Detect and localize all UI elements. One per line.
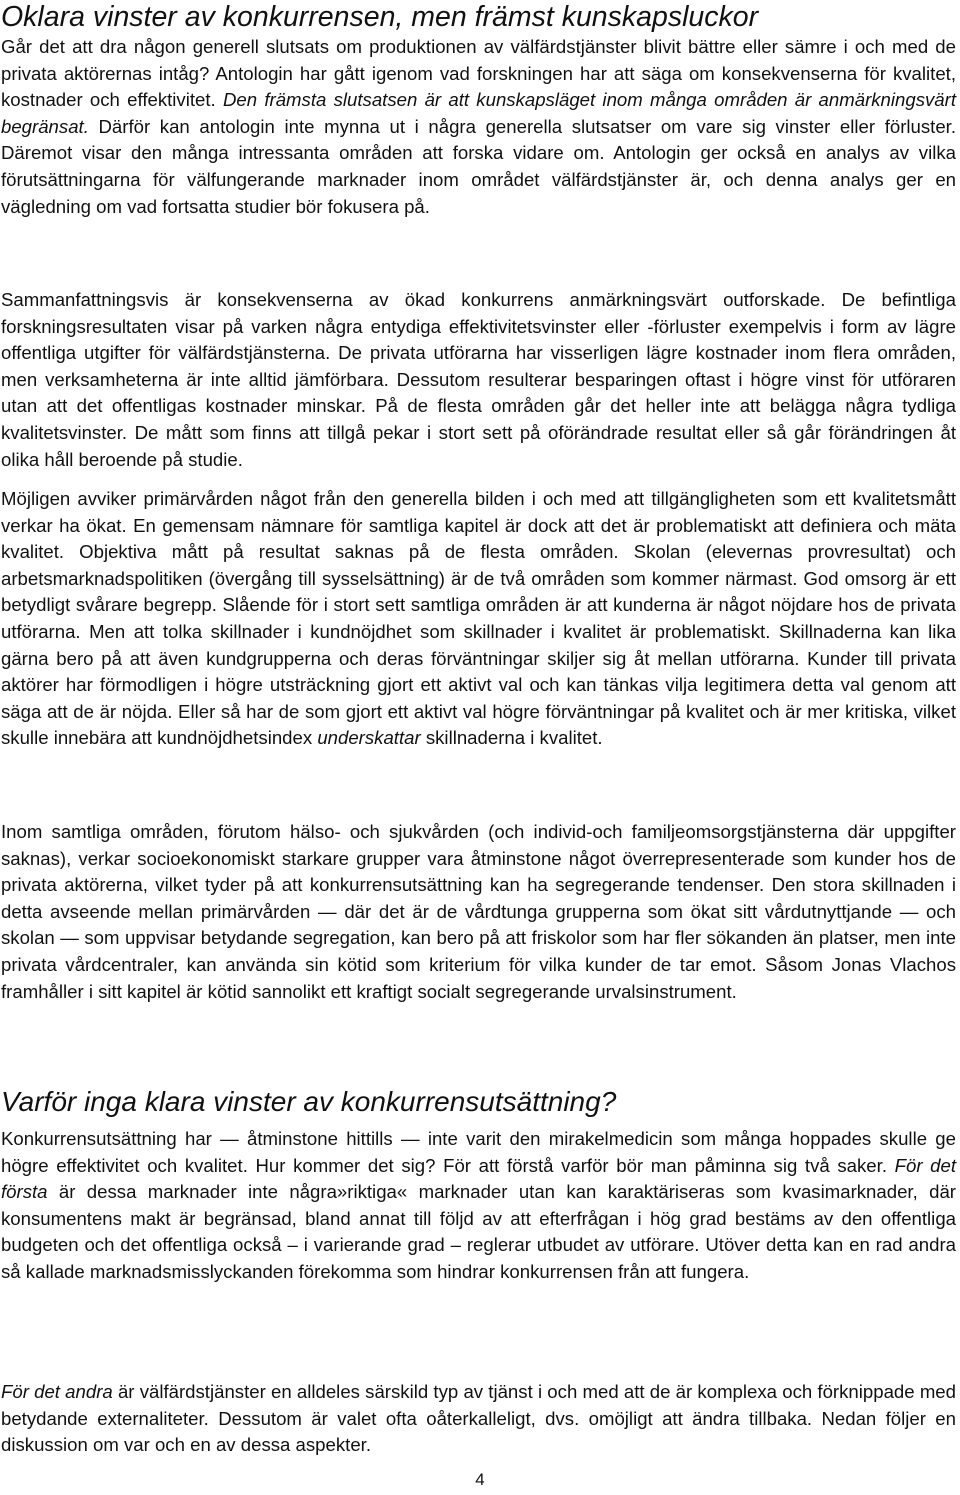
main-heading: Oklara vinster av konkurrensen, men främst kunskapsluckor xyxy=(1,1,759,33)
page-number: 4 xyxy=(475,1470,485,1489)
paragraph-1-sentence-b: Därför kan antologin inte mynna ut i några generella slutsatser om vare sig vinster eller förluster. Däremot visar den många intressanta områden att forska vidare om. Antologin ger också en analys av vilka förutsättningarna för välfungerande marknader inom området välfärdstjänster är, och denna analys ger en vägledning om vad fortsatta studier bör fokusera på. xyxy=(1,115,956,217)
section-heading: Varför inga klara vinster av konkurrensutsättning? xyxy=(1,1086,617,1117)
paragraph-1-sentence-a: Går det att dra någon generell slutsats om produktionen av välfärdstjänster blivit bättre eller sämre i och med de privata aktörernas intåg? Antologin har gått igenom vad forskningen har att säga om konsekvenserna för kvalitet, kostnader och effektivitet. xyxy=(1,36,956,111)
paragraph-5-sentence-a: Konkurrensutsättning har — åtminstone hittills — inte varit den mirakelmedicin som många hoppades skulle ge högre effektivitet och kvalitet. Hur kommer det sig? För att förstå varför bör man påminna sig två saker. xyxy=(1,1128,956,1176)
paragraph-5 xyxy=(1,1126,956,1286)
paragraph-3 xyxy=(1,486,956,752)
paragraph-5-sentence-b: är dessa marknader inte några»riktiga« marknader utan kan karaktäriseras som kvasimarknader, där konsumentens makt är begränsad, bland annat till följd av att efterfrågan i hög grad bestäms av den offentliga budgeten och det offentliga också – i varierande grad – reglerar utbudet av utförare. Utöver detta kan en rad andra så kallade marknadsmisslyckanden förekomma som hindrar konkurrensen från att fungera. xyxy=(1,1181,956,1282)
paragraph-3-italic-word: underskattar xyxy=(317,727,421,749)
paragraph-5-italic-phrase: För det första xyxy=(1,1154,957,1203)
paragraph-6-italic-phrase: För det andra xyxy=(1,1381,113,1402)
paragraph-6 xyxy=(1,1379,956,1459)
paragraph-1 xyxy=(1,34,956,220)
paragraph-1-italic-conclusion: Den främsta slutsatsen är att kunskapsläget inom många områden är anmärkningsvärt begränsat. xyxy=(1,89,957,137)
paragraph-3-sentence-b: skillnaderna i kvalitet. xyxy=(420,727,603,749)
paragraph-6-sentence: är välfärdstjänster en alldeles särskild typ av tjänst i och med att de är komplexa och förknippade med betydande externaliteter. Dessutom är valet ofta oåterkalleligt, dvs. omöjligt att ändra tillbaka. Nedan följer en diskussion om var och en av dessa aspekter. xyxy=(1,1381,956,1456)
paragraph-2: Sammanfattningsvis är konsekvenserna av ökad konkurrens anmärkningsvärt outforskade. De befintliga forskningsresultaten visar på varken några entydiga effektivitetsvinster eller -förluster exempelvis i form av lägre offentliga utgifter för välfärdstjänsterna. De privata utförarna har visserligen lägre kostnader inom flera områden, men verksamheterna är inte alltid jämförbara. Dessutom resulterar besparingen oftast i högre vinst för utföraren utan att det offentligas kostnader minskar. På de flesta områden går det heller inte att belägga några tydliga kvalitetsvinster. De mått som finns att tillgå pekar i stort sett på oförändrade resultat eller så går förändringen åt olika håll beroende på studie. xyxy=(1,289,956,470)
paragraph-4: Inom samtliga områden, förutom hälso- och sjukvården (och individ-och familjeomsorgstjänsterna där uppgifter saknas), verkar socioekonomiskt starkare grupper vara åtminstone något överrepresenterade som kunder hos de privata aktörerna, vilket tyder på att konkurrensutsättning kan ha segregerande tendenser. Den stora skillnaden i detta avseende mellan primärvården — där det är de vårdtunga grupperna som ökat sitt vårdutnyttjande — och skolan — som uppvisar betydande segregation, kan bero på att friskolor som har fler sökanden än platser, men inte privata vårdcentraler, kan använda sin kötid som kriterium för vilka kunder de tar emot. Såsom Jonas Vlachos framhåller i sitt kapitel är kötid sannolikt ett kraftigt socialt segregerande urvalsinstrument. xyxy=(1,821,956,1002)
paragraph-3-sentence-a: Möjligen avviker primärvården något från den generella bilden i och med att tillgängligheten som ett kvalitetsmått verkar ha ökat. En gemensam nämnare för samtliga kapitel är dock att det är problematiskt att definiera och mäta kvalitet. Objektiva mått på resultat saknas på de flesta områden. Skolan (elevernas provresultat) och arbetsmarknadspolitiken (övergång till sysselsättning) är de två områden som kommer närmast. God omsorg är ett betydligt svårare begrepp. Slående för i stort sett samtliga områden är att kunderna är något nöjdare hos de privata utförarna. Men att tolka skillnader i kundnöjdhet som skillnader i kvalitet är problematiskt. Skillnaderna kan lika gärna bero på att även kundgrupperna och deras förväntningar skiljer sig åt mellan utförarna. Kunder till privata aktörer har förmodligen i högre utsträckning gjort ett aktivt val och kan tänkas vilja legitimera detta val genom att säga att de är nöjda. Eller så har de som gjort ett aktivt val högre förväntningar på kvalitet och är mer kritiska, vilket skulle innebära att kundnöjdhetsindex xyxy=(1,488,956,749)
